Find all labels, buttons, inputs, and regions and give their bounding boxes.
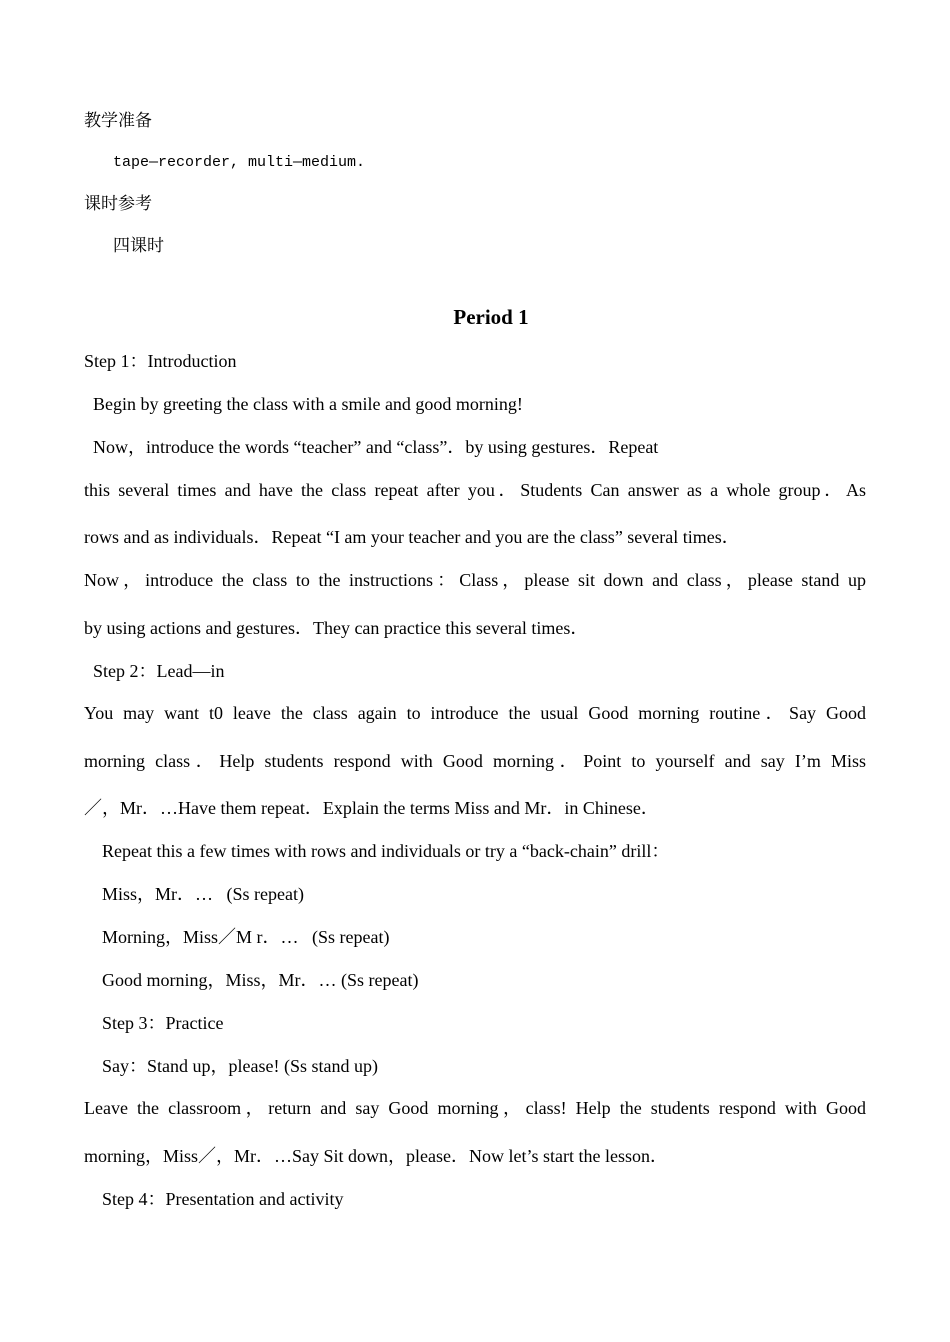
class-hours-content: 四课时 xyxy=(113,236,164,256)
paragraph-line: morning，Miss／，Mr．…Say Sit down，please．Now let’s start the lesson． xyxy=(84,1146,668,1166)
paragraph-line: Begin by greeting the class with a smile and good morning! xyxy=(84,394,523,414)
paragraph-line: morning class．Help students respond with Good morning．Point to yourself and say I’m Miss xyxy=(84,751,866,771)
paragraph-line: Repeat this a few times with rows and individuals or try a “back-chain” drill： xyxy=(84,841,670,861)
paragraph-line: Now，introduce the class to the instructions：Class，please sit down and class，please stand up xyxy=(84,570,866,590)
paragraph-line: You may want t0 leave the class again to introduce the usual Good morning routine．Say Good xyxy=(84,703,866,723)
step4-heading: Step 4：Presentation and activity xyxy=(84,1189,344,1209)
paragraph-line: by using actions and gestures．They can practice this several times． xyxy=(84,618,589,638)
step3-heading: Step 3：Practice xyxy=(84,1013,224,1033)
drill-line: Good morning，Miss，Mr．… (Ss repeat) xyxy=(84,970,419,990)
paragraph-line: this several times and have the class repeat after you．Students Can answer as a whole group．As xyxy=(84,480,866,500)
paragraph-line: Say：Stand up，please! (Ss stand up) xyxy=(84,1056,378,1076)
paragraph-line: rows and as individuals．Repeat “I am your teacher and you are the class” several times． xyxy=(84,527,740,547)
step1-heading: Step 1：Introduction xyxy=(84,351,237,371)
period-title: Period 1 xyxy=(453,305,529,329)
drill-line: Morning，Miss／M r．… (Ss repeat) xyxy=(84,927,390,947)
paragraph-line: Leave the classroom，return and say Good morning，class! Help the students respond with Good xyxy=(84,1098,866,1118)
class-hours-heading: 课时参考 xyxy=(84,194,152,214)
step2-heading: Step 2：Lead—in xyxy=(84,661,225,681)
teaching-prep-heading: 教学准备 xyxy=(84,111,152,131)
drill-line: Miss，Mr．… (Ss repeat) xyxy=(84,884,304,904)
teaching-prep-content: tape—recorder, multi—medium. xyxy=(113,154,366,171)
paragraph-line: ／，Mr．…Have them repeat．Explain the terms Miss and Mr．in Chinese． xyxy=(84,798,659,818)
paragraph-line: Now，introduce the words “teacher” and “class”．by using gestures．Repeat xyxy=(84,437,659,457)
